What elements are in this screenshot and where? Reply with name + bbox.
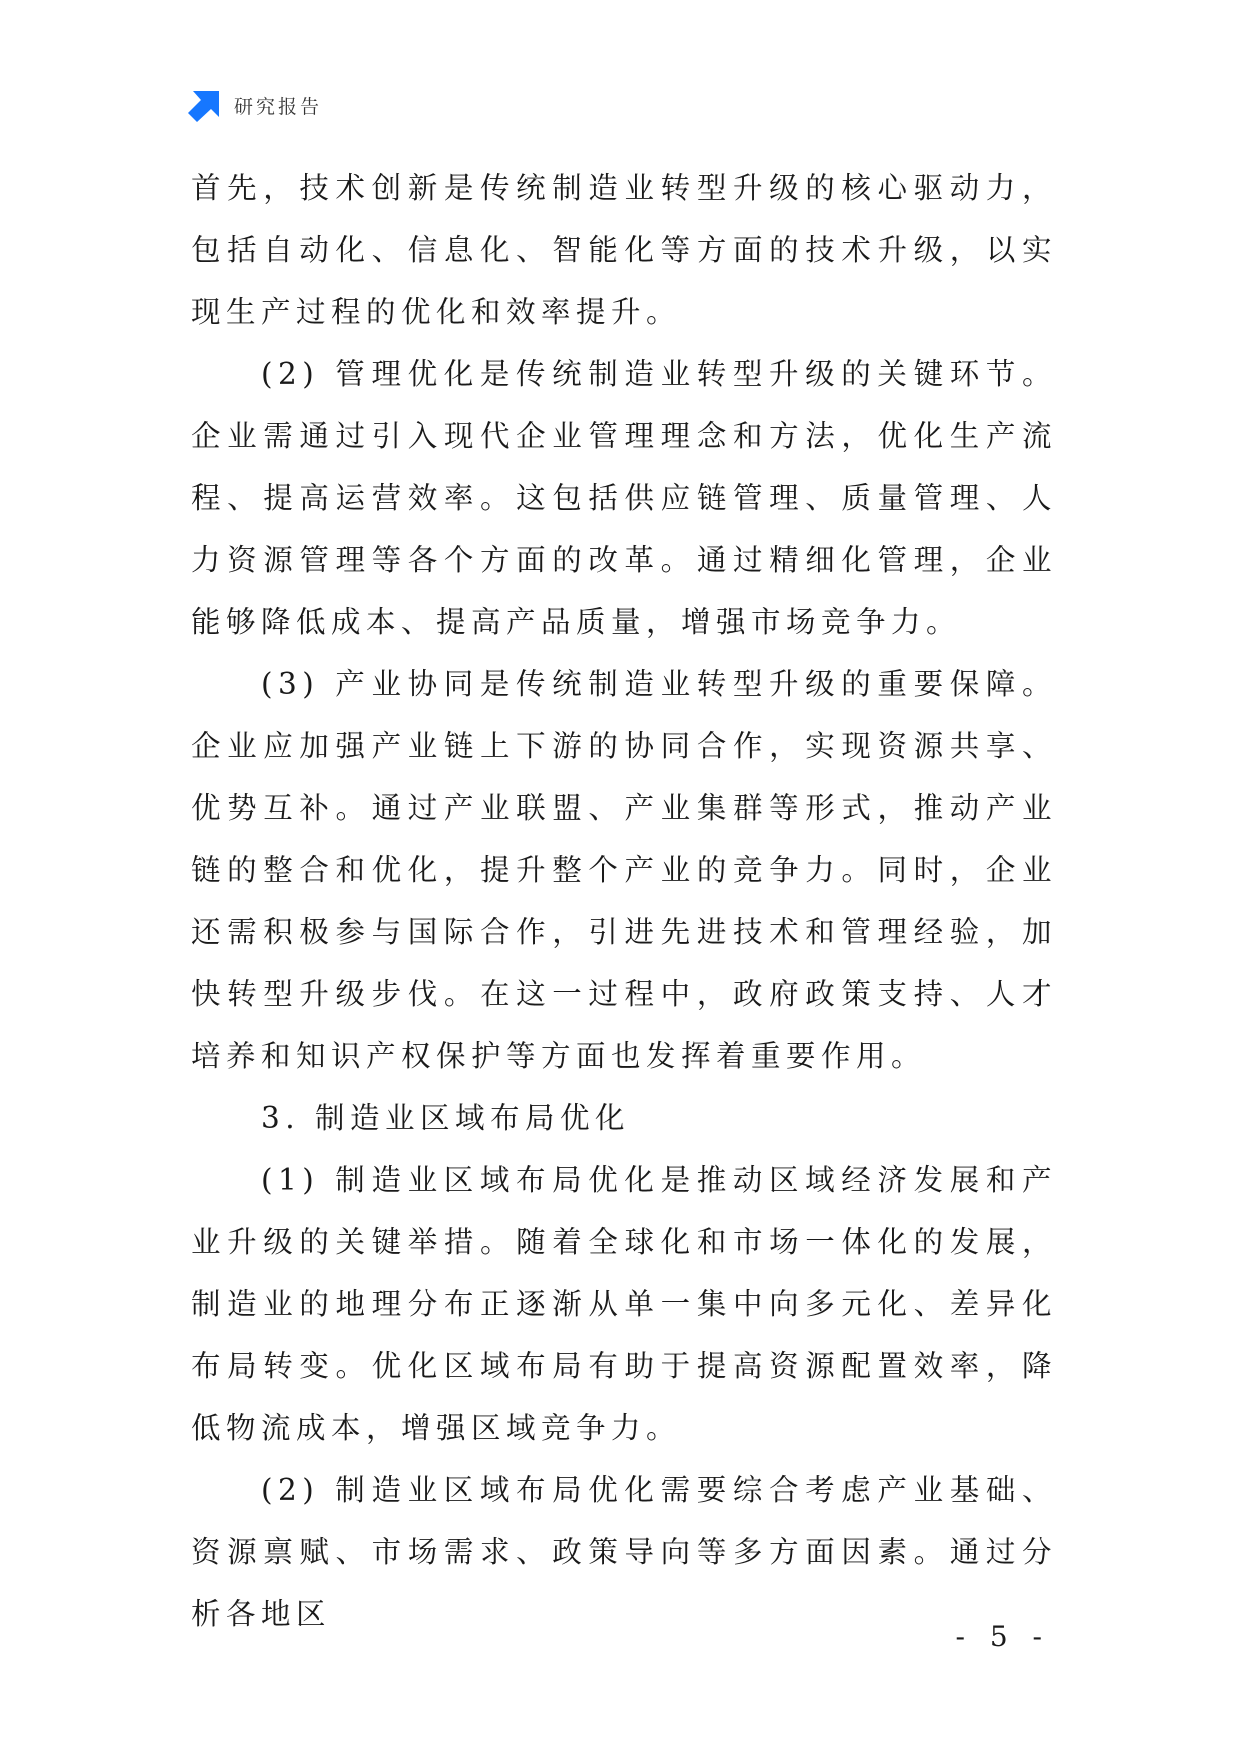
page-number: - 5 - [955, 1620, 1050, 1653]
header-title: 研究报告 [234, 95, 323, 118]
paragraph-tech-innovation: 首先，技术创新是传统制造业转型升级的核心驱动力，包括自动化、信息化、智能化等方面的技术升级，以实现生产过程的优化和效率提升。 [191, 171, 1057, 329]
arrow-up-right-icon [188, 88, 222, 122]
paragraph-management-optimization: (2) 管理优化是传统制造业转型升级的关键环节。企业需通过引入现代企业管理理念和方法，优化生产流程、提高运营效率。这包括供应链管理、质量管理、人力资源管理等各个方面的改革。通过精细化管理，企业能够降低成本、提高产品质量，增强市场竞争力。 [191, 357, 1057, 639]
section-heading-regional-layout: 3. 制造业区域布局优化 [261, 1101, 631, 1135]
paragraph-industry-synergy: (3) 产业协同是传统制造业转型升级的重要保障。企业应加强产业链上下游的协同合作，实现资源共享、优势互补。通过产业联盟、产业集群等形式，推动产业链的整合和优化，提升整个产业的竞争力。同时，企业还需积极参与国际合作，引进先进技术和管理经验，加快转型升级步伐。在这一过程中，政府政策支持、人才培养和知识产权保护等方面也发挥着重要作用。 [191, 667, 1057, 1073]
document-body [191, 157, 1057, 1645]
paragraph-regional-layout-2: (2) 制造业区域布局优化需要综合考虑产业基础、资源禀赋、市场需求、政策导向等多方面因素。通过分析各地区 [191, 1473, 1057, 1631]
report-header [188, 88, 322, 122]
paragraph-regional-layout-1: (1) 制造业区域布局优化是推动区域经济发展和产业升级的关键举措。随着全球化和市场一体化的发展，制造业的地理分布正逐渐从单一集中向多元化、差异化布局转变。优化区域布局有助于提高资源配置效率，降低物流成本，增强区域竞争力。 [191, 1163, 1057, 1445]
